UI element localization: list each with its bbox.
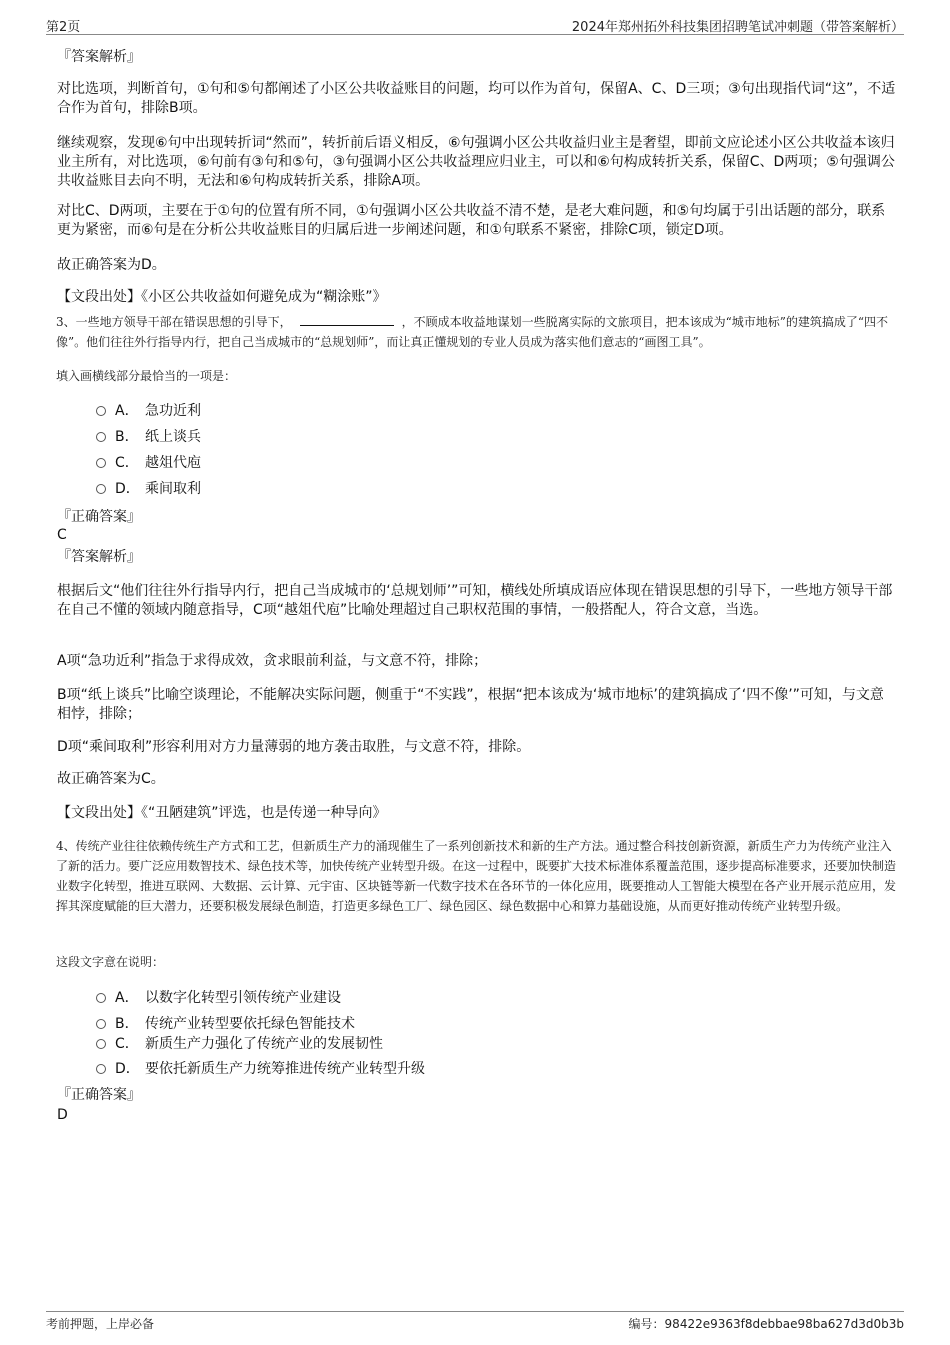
- q3-correct-answer: C: [57, 527, 67, 543]
- option-key: B．: [115, 429, 139, 445]
- page-footer: [46, 1311, 904, 1332]
- option-key: A．: [115, 990, 139, 1006]
- option-text: 传统产业转型要依托绿色智能技术: [145, 1016, 355, 1032]
- radio-icon[interactable]: [96, 432, 106, 442]
- q2-analysis-label: 『答案解析』: [57, 49, 141, 65]
- q3-fill-blank: [300, 313, 394, 326]
- radio-icon[interactable]: [96, 1039, 106, 1049]
- q2-analysis-p4: 故正确答案为D。: [57, 257, 166, 273]
- footer-document-id: 编号：98422e9363f8debbae98ba627d3d0b3b: [628, 1317, 904, 1331]
- option-key: A．: [115, 403, 139, 419]
- q3-stem-part-a: 3、一些地方领导干部在错误思想的引导下，: [56, 315, 292, 329]
- q3-option-c[interactable]: [96, 454, 201, 472]
- q2-analysis-p1: 对比选项，判断首句，①句和⑤句都阐述了小区公共收益账目的问题，均可以作为首句，保留A、C、D三项；③句出现指代词“这”，不适合作为首句，排除B项。: [57, 81, 896, 116]
- q3-option-d[interactable]: [96, 480, 201, 498]
- q3-stem-part-b: ，不顾成本收益地谋划一些脱离实际的文旅项目，把本该成为“城市地标”的建筑搞成了“四不像”。他们往往外行指导内行，把自己当成城市的“总规划师”，而让真正懂规划的专业人员成为落实他们意志的“画图工具”。: [56, 315, 889, 349]
- option-text: 纸上谈兵: [145, 429, 201, 445]
- q3-analysis-p3: B项“纸上谈兵”比喻空谈理论，不能解决实际问题，侧重于“不实践”，根据“把本该成为‘城市地标’的建筑搞成了‘四不像’”可知，与文意相悖，排除；: [57, 687, 884, 722]
- q3-analysis-label: 『答案解析』: [57, 549, 141, 565]
- q3-option-a[interactable]: [96, 402, 201, 420]
- radio-icon[interactable]: [96, 1064, 106, 1074]
- option-text: 急功近利: [145, 403, 201, 419]
- page-header: [46, 14, 904, 35]
- radio-icon[interactable]: [96, 993, 106, 1003]
- footer-slogan: 考前押题，上岸必备: [46, 1317, 155, 1331]
- document-title: 2024年郑州拓外科技集团招聘笔试冲刺题（带答案解析）: [571, 20, 904, 35]
- option-key: D．: [115, 1061, 140, 1077]
- option-text: 要依托新质生产力统筹推进传统产业转型升级: [145, 1061, 425, 1077]
- q3-analysis-p1: 根据后文“他们往往外行指导内行，把自己当成城市的‘总规划师’”可知，横线处所填成语应体现在错误思想的引导下，一些地方领导干部在自己不懂的领域内随意指导，C项“越俎代庖”比喻处理超过自己职权范围的事情，一般搭配人，符合文意，当选。: [57, 583, 893, 618]
- radio-icon[interactable]: [96, 484, 106, 494]
- q3-analysis-p5: 故正确答案为C。: [57, 771, 165, 787]
- option-key: C．: [115, 1036, 139, 1052]
- q4-stem: 4、传统产业往往依赖传统生产方式和工艺，但新质生产力的涌现催生了一系列创新技术和新的生产方法。通过整合科技创新资源，新质生产力为传统产业注入了新的活力。要广泛应用数智技术、绿色技术等，加快传统产业转型升级。在这一过程中，既要扩大技术标准体系覆盖范围，逐步提高标准要求，还要加快制造业数字化转型，推进互联网、大数据、云计算、元宇宙、区块链等新一代数字技术在各环节的一体化应用，既要推动人工智能大模型在各产业开展示范应用，发挥其深度赋能的巨大潜力，还要积极发展绿色制造，打造更多绿色工厂、绿色园区、绿色数据中心和算力基础设施，从而更好推动传统产业转型升级。: [56, 839, 897, 913]
- q3-correct-label: 『正确答案』: [57, 509, 141, 525]
- q3-analysis-p4: D项“乘间取利”形容利用对方力量薄弱的地方袭击取胜，与文意不符，排除。: [57, 739, 531, 755]
- option-text: 以数字化转型引领传统产业建设: [145, 990, 341, 1006]
- q4-correct-answer: D: [57, 1107, 68, 1123]
- radio-icon[interactable]: [96, 1019, 106, 1029]
- q4-option-d[interactable]: [96, 1060, 425, 1078]
- q4-option-b[interactable]: [96, 1015, 355, 1033]
- q2-analysis-p2: 继续观察，发现⑥句中出现转折词“然而”，转折前后语义相反，⑥句强调小区公共收益归业主是奢望，即前文应论述小区公共收益本该归业主所有，对比选项，⑥句前有③句和⑤句，③句强调小区公共收益理应归业主，可以和⑥句构成转折关系，保留C、D两项；⑤句强调公共收益账目去向不明，无法和⑥句构成转折关系，排除A项。: [57, 135, 895, 189]
- q3-stem: [56, 312, 898, 352]
- q4-prompt: 这段文字意在说明：: [56, 955, 165, 969]
- q3-source: 【文段出处】《“丑陋建筑”评选，也是传递一种导向》: [57, 805, 387, 821]
- option-text: 新质生产力强化了传统产业的发展韧性: [145, 1036, 383, 1052]
- q4-option-a[interactable]: [96, 989, 341, 1007]
- option-key: B．: [115, 1016, 139, 1032]
- q4-option-c[interactable]: [96, 1035, 383, 1053]
- q3-prompt: 填入画横线部分最恰当的一项是：: [56, 369, 237, 383]
- option-text: 乘间取利: [145, 481, 201, 497]
- q2-source: 【文段出处】《小区公共收益如何避免成为“糊涂账”》: [57, 289, 387, 305]
- q2-analysis-p3: 对比C、D两项，主要在于①句的位置有所不同，①句强调小区公共收益不清不楚，是老大难问题，和⑤句均属于引出话题的部分，联系更为紧密，而⑥句是在分析公共收益账目的归属后进一步阐述问题，和①句联系不紧密，排除C项，锁定D项。: [57, 203, 886, 238]
- radio-icon[interactable]: [96, 458, 106, 468]
- q4-correct-label: 『正确答案』: [57, 1087, 141, 1103]
- page-number: 第2页: [46, 20, 81, 35]
- option-key: D．: [115, 481, 140, 497]
- q3-analysis-p2: A项“急功近利”指急于求得成效，贪求眼前利益，与文意不符，排除；: [57, 653, 488, 669]
- radio-icon[interactable]: [96, 406, 106, 416]
- option-text: 越俎代庖: [145, 455, 201, 471]
- option-key: C．: [115, 455, 139, 471]
- q3-option-b[interactable]: [96, 428, 201, 446]
